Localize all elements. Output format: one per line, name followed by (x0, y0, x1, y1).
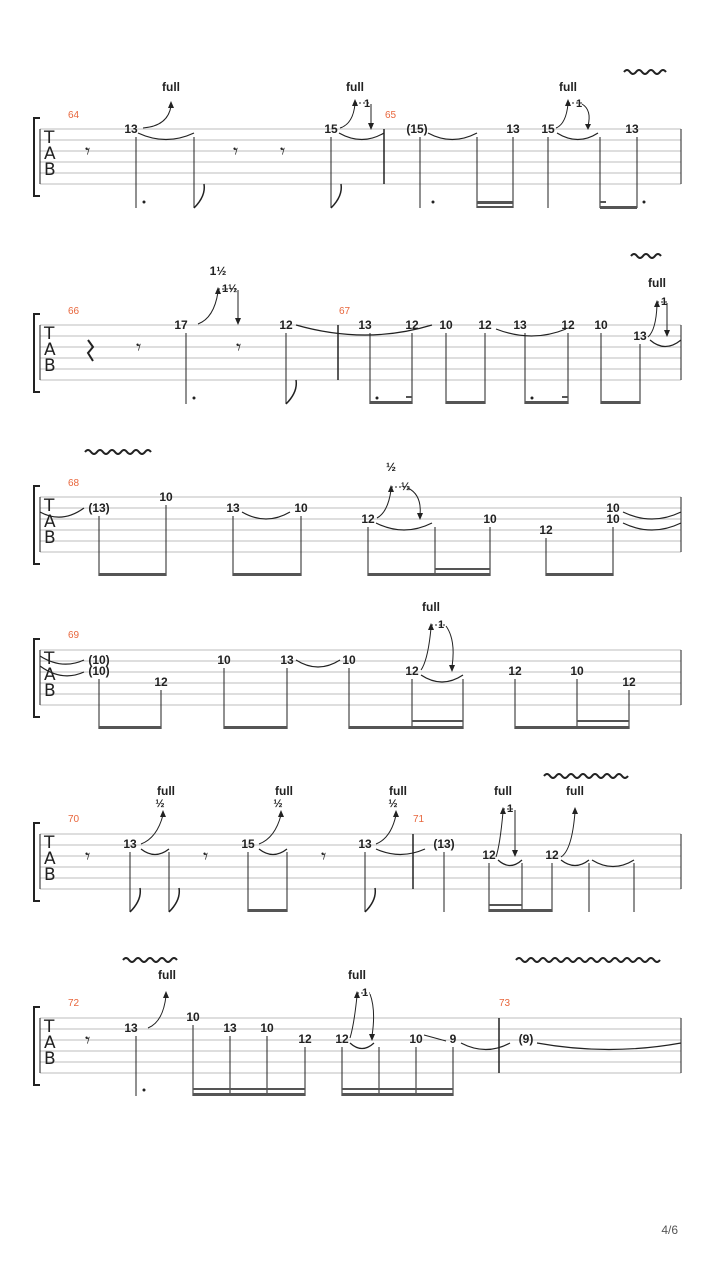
tab-clef-t: T (44, 649, 55, 669)
fret-number: (13) (88, 501, 110, 515)
tie (376, 523, 432, 530)
tab-clef-b: B (44, 356, 56, 376)
fret-number: 12 (298, 1032, 312, 1046)
bend-arrow (198, 292, 218, 324)
tie (592, 860, 634, 867)
fret-number: 13 (223, 1021, 237, 1035)
bend-release-label: 1 (661, 296, 668, 308)
bend-label: full (157, 784, 175, 798)
tab-clef-t: T (44, 1017, 55, 1037)
fret-number: (10) (88, 653, 110, 667)
staff-lines (40, 650, 681, 705)
fret-number: (15) (406, 122, 428, 136)
bend-label: full (275, 784, 293, 798)
measure-number: 69 (68, 630, 80, 641)
bend-release-label: 1 (362, 987, 369, 999)
fret-number: 10 (483, 512, 497, 526)
measure-number: 70 (68, 814, 80, 825)
bend-label: full (559, 80, 577, 94)
tab-clef-b: B (44, 1049, 56, 1069)
fret-number: 10 (294, 501, 308, 515)
fret-number: 9 (449, 1032, 457, 1046)
fret-number: 10 (570, 664, 584, 678)
system-bracket (34, 639, 40, 717)
fret-number: 13 (124, 122, 138, 136)
page-number: 4/6 (661, 1223, 678, 1237)
fret-number: 12 (405, 318, 419, 332)
bend-label: full (494, 784, 512, 798)
fret-number: 13 (124, 1021, 138, 1035)
fret-number: 12 (335, 1032, 349, 1046)
vibrato-mark (624, 70, 666, 74)
fret-number: 13 (513, 318, 527, 332)
bend-label: full (648, 276, 666, 290)
tie (350, 1043, 374, 1049)
bend-arrow (421, 628, 431, 670)
fret-number: 12 (361, 512, 375, 526)
tab-system-1 (34, 70, 681, 209)
fret-number: 13 (280, 653, 294, 667)
fret-number: (13) (433, 837, 455, 851)
fret-number: 10 (159, 490, 173, 504)
fret-number: 10 (594, 318, 608, 332)
fret-number: 12 (478, 318, 492, 332)
tab-clef-a: A (44, 665, 56, 685)
bend-half-label: ½ (273, 798, 283, 810)
tie (428, 133, 477, 140)
eighth-rest: 𝄾 (203, 844, 209, 868)
bend-arrow (143, 106, 171, 128)
measure-number: 66 (68, 306, 80, 317)
fret-number: 10 (606, 512, 620, 526)
tab-system-6 (34, 958, 681, 1096)
bend-half-label: ½ (155, 798, 165, 810)
eighth-rest: 𝄾 (85, 844, 91, 868)
fret-number: (9) (518, 1032, 534, 1046)
tab-system-5 (34, 774, 681, 912)
bend-release-label: ½ (401, 481, 411, 493)
tie (242, 512, 290, 519)
bend-label: full (422, 600, 440, 614)
tie (376, 849, 425, 855)
bend-label: full (348, 968, 366, 982)
measure-number: 73 (499, 998, 511, 1009)
eighth-rest: 𝄾 (85, 1028, 91, 1052)
tie (421, 675, 463, 682)
bend-release-label: 1 (576, 98, 583, 110)
tab-clef-t: T (44, 833, 55, 853)
fret-number: 13 (123, 837, 137, 851)
bend-label: full (389, 784, 407, 798)
tab-clef-t: T (44, 324, 55, 344)
system-bracket (34, 823, 40, 901)
measure-number: 72 (68, 998, 80, 1009)
eighth-rest: 𝄾 (280, 139, 286, 163)
tie (141, 849, 169, 855)
bend-arrow (377, 490, 391, 518)
vibrato-mark (123, 958, 177, 962)
bend-label: full (346, 80, 364, 94)
vibrato-mark (85, 450, 151, 454)
fret-number: 15 (241, 837, 255, 851)
measure-number: 64 (68, 110, 80, 121)
bend-arrow (148, 996, 166, 1028)
fret-number: 10 (439, 318, 453, 332)
bend-label: 1½ (209, 264, 227, 278)
tie (623, 512, 681, 519)
tab-system-3 (34, 450, 681, 576)
tie (623, 523, 681, 530)
fret-number: 15 (541, 122, 555, 136)
tab-clef-a: A (44, 512, 56, 532)
tab-clef-b: B (44, 681, 56, 701)
fret-number: 13 (625, 122, 639, 136)
fret-number: 13 (506, 122, 520, 136)
bend-half-label: ½ (388, 798, 398, 810)
tie (138, 133, 194, 140)
eighth-rest: 𝄾 (136, 335, 142, 359)
bend-release-label: 1 (364, 98, 371, 110)
tab-clef-a: A (44, 340, 56, 360)
vibrato-mark (544, 774, 628, 778)
bend-release-label: 1 (507, 803, 514, 815)
fret-number: 12 (508, 664, 522, 678)
tie (498, 860, 522, 866)
measure-number: 71 (413, 814, 425, 825)
fret-number: 12 (622, 675, 636, 689)
measure-number: 65 (385, 110, 397, 121)
measure-number: 68 (68, 478, 80, 489)
tab-clef-a: A (44, 144, 56, 164)
fret-number: 13 (358, 837, 372, 851)
eighth-rest: 𝄾 (85, 139, 91, 163)
tab-clef-a: A (44, 849, 56, 869)
eighth-rest: 𝄾 (236, 335, 242, 359)
tab-system-2 (34, 254, 681, 404)
fret-number: 17 (174, 318, 188, 332)
fret-number: 12 (539, 523, 553, 537)
tie (561, 860, 589, 866)
tab-clef-b: B (44, 865, 56, 885)
fret-number: 12 (279, 318, 293, 332)
bend-arrow (648, 305, 657, 337)
bend-release-label: 1 (438, 619, 445, 631)
bend-label: full (162, 80, 180, 94)
fret-number: 12 (154, 675, 168, 689)
fret-number: (10) (88, 664, 110, 678)
tab-clef-b: B (44, 160, 56, 180)
tab-system-4 (34, 600, 681, 729)
tie (537, 1043, 681, 1050)
tie (496, 329, 566, 336)
fret-number: 13 (358, 318, 372, 332)
system-bracket (34, 118, 40, 196)
vibrato-mark (516, 958, 660, 962)
fret-number: 12 (561, 318, 575, 332)
fret-number: 10 (606, 501, 620, 515)
tie (259, 849, 287, 855)
system-bracket (34, 486, 40, 564)
fret-number: 10 (342, 653, 356, 667)
system-bracket (34, 1007, 40, 1085)
measure-number: 67 (339, 306, 351, 317)
tie (461, 1043, 510, 1050)
bend-arrow (340, 104, 355, 128)
eighth-rest: 𝄾 (233, 139, 239, 163)
fret-number: 12 (405, 664, 419, 678)
system-bracket (34, 314, 40, 392)
bend-arrow (556, 104, 568, 128)
fret-number: 10 (217, 653, 231, 667)
bend-label: full (566, 784, 584, 798)
bend-release-label: 1½ (222, 283, 238, 295)
fret-number: 13 (226, 501, 240, 515)
bend-label: full (158, 968, 176, 982)
bend-label: ½ (385, 460, 397, 474)
tab-clef-t: T (44, 496, 55, 516)
bend-arrow (350, 996, 357, 1038)
tie (650, 340, 681, 347)
fret-number: 10 (409, 1032, 423, 1046)
fret-number: 15 (324, 122, 338, 136)
tab-clef-a: A (44, 1033, 56, 1053)
fret-number: 10 (186, 1010, 200, 1024)
tab-clef-b: B (44, 528, 56, 548)
fret-number: 12 (482, 848, 496, 862)
fret-number: 10 (260, 1021, 274, 1035)
tie (339, 133, 384, 140)
tab-clef-t: T (44, 128, 55, 148)
vibrato-mark (631, 254, 661, 258)
eighth-rest: 𝄾 (321, 844, 327, 868)
fret-number: 12 (545, 848, 559, 862)
tie (557, 133, 598, 140)
fret-number: 13 (633, 329, 647, 343)
